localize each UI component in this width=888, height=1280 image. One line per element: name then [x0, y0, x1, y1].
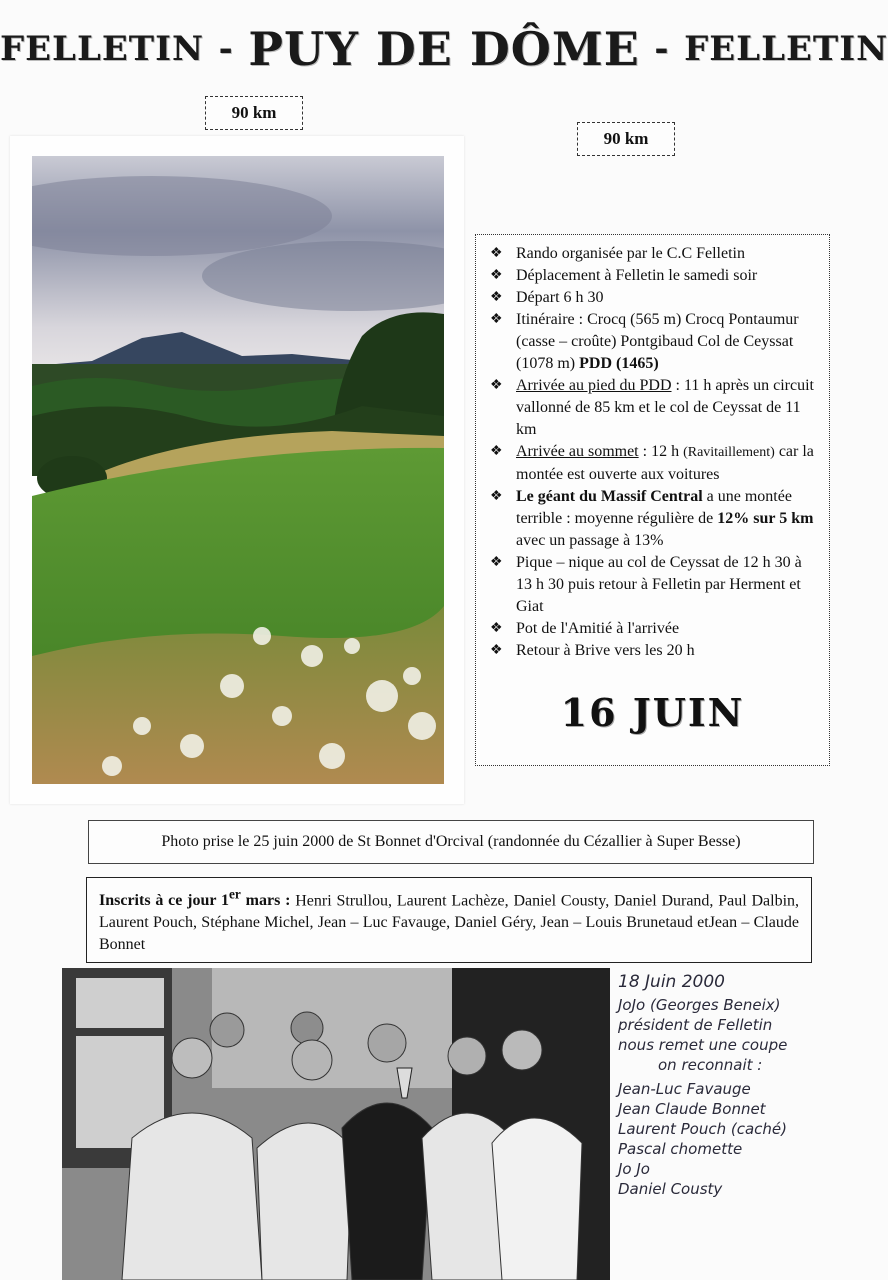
title-dash-2: -	[654, 29, 670, 69]
info-text: : 12 h	[638, 443, 684, 460]
info-bold-text: 12% sur 5 km	[717, 510, 814, 527]
page-title	[0, 22, 888, 92]
info-bold-text: PDD (1465)	[579, 355, 659, 372]
registrations-label-sup: er	[229, 887, 241, 902]
info-box	[475, 234, 830, 766]
handwritten-line: JoJo (Georges Beneix)	[618, 996, 781, 1014]
diamond-bullet-icon: ❖	[490, 489, 503, 504]
info-text: Rando organisée par le C.C Felletin	[516, 245, 745, 262]
info-text: car la montée est ouverte aux voitures	[516, 443, 814, 483]
list-item	[490, 287, 821, 309]
title-center: PUY DE DÔME	[248, 22, 640, 76]
handwritten-line: Laurent Pouch (caché)	[618, 1120, 787, 1138]
list-item	[490, 552, 821, 618]
registrations-label-prefix: Inscrits à ce jour 1	[99, 892, 229, 910]
distance-label-right: 90 km	[577, 122, 675, 156]
handwritten-line: Pascal chomette	[618, 1140, 743, 1158]
handwritten-line: président de Felletin	[618, 1016, 773, 1034]
info-small-text: (Ravitaillement)	[683, 445, 775, 460]
registrations-box	[86, 877, 812, 963]
list-item	[490, 375, 821, 441]
handwritten-line: 18 Juin 2000	[618, 972, 725, 992]
diamond-bullet-icon: ❖	[490, 621, 503, 636]
registrations-label-suffix: mars :	[240, 892, 291, 910]
info-text: a une montée terrible : moyenne régulière de	[516, 488, 792, 527]
info-text: Départ 6 h 30	[516, 289, 604, 306]
info-text: Pique – nique au col de Ceyssat de 12 h 30 à 13 h 30 puis retour à Felletin par Herment et Giat	[516, 554, 802, 615]
info-text: Itinéraire : Crocq (565 m) Crocq Pontaumur (casse – croûte) Pontgibaud Col de Ceyssat (1078 m)	[516, 311, 799, 372]
info-text: Retour à Brive vers les 20 h	[516, 642, 695, 659]
info-underlined-text: Arrivée au pied du PDD	[516, 377, 672, 394]
list-item	[490, 309, 821, 375]
landscape-photo-image	[32, 156, 444, 784]
title-right: FELLETIN	[684, 29, 888, 69]
list-item	[490, 486, 821, 552]
diamond-bullet-icon: ❖	[490, 643, 503, 658]
info-text: Pot de l'Amitié à l'arrivée	[516, 620, 680, 637]
registrations-names: Henri Strullou, Laurent Lachèze, Daniel Cousty, Daniel Durand, Paul Dalbin, Laurent Pouch, Stéphane Michel, Jean – Luc Favauge, Daniel Géry, Jean – Louis Brunetaud etJean – Claude Bonnet	[99, 892, 800, 954]
list-item	[490, 243, 821, 265]
event-date: 16 JUIN	[560, 690, 745, 735]
info-bold-text: Le géant du Massif Central	[516, 488, 703, 505]
handwritten-line: nous remet une coupe	[618, 1036, 788, 1054]
title-left: FELLETIN	[0, 29, 205, 69]
list-item	[490, 618, 821, 640]
list-item	[490, 441, 821, 486]
landscape-photo	[32, 156, 444, 784]
group-photo-image	[62, 968, 610, 1280]
group-photo	[62, 968, 610, 1280]
info-text: avec un passage à 13%	[516, 532, 664, 549]
list-item	[490, 265, 821, 287]
handwritten-line: Jean Claude Bonnet	[618, 1100, 766, 1118]
diamond-bullet-icon: ❖	[490, 290, 503, 305]
info-underlined-text: Arrivée au sommet	[516, 443, 639, 460]
title-dash-1: -	[218, 29, 234, 69]
handwritten-line: Jean-Luc Favauge	[618, 1080, 751, 1098]
diamond-bullet-icon: ❖	[490, 378, 503, 393]
info-text: : 11 h après un circuit vallonné de 85 km et le col de Ceyssat de 11 km	[516, 377, 814, 438]
diamond-bullet-icon: ❖	[490, 268, 503, 283]
info-list	[476, 235, 829, 662]
diamond-bullet-icon: ❖	[490, 444, 503, 459]
diamond-bullet-icon: ❖	[490, 555, 503, 570]
handwritten-note	[618, 968, 878, 1278]
diamond-bullet-icon: ❖	[490, 312, 503, 327]
list-item	[490, 640, 821, 662]
distance-label-left: 90 km	[205, 96, 303, 130]
handwritten-line: Jo Jo	[618, 1160, 650, 1178]
photo-caption: Photo prise le 25 juin 2000 de St Bonnet d'Orcival (randonnée du Cézallier à Super Besse)	[88, 820, 814, 864]
info-text: Déplacement à Felletin le samedi soir	[516, 267, 758, 284]
handwritten-line: on reconnait :	[658, 1056, 763, 1074]
registrations-label	[99, 887, 291, 910]
diamond-bullet-icon: ❖	[490, 246, 503, 261]
handwritten-line: Daniel Cousty	[618, 1180, 723, 1198]
